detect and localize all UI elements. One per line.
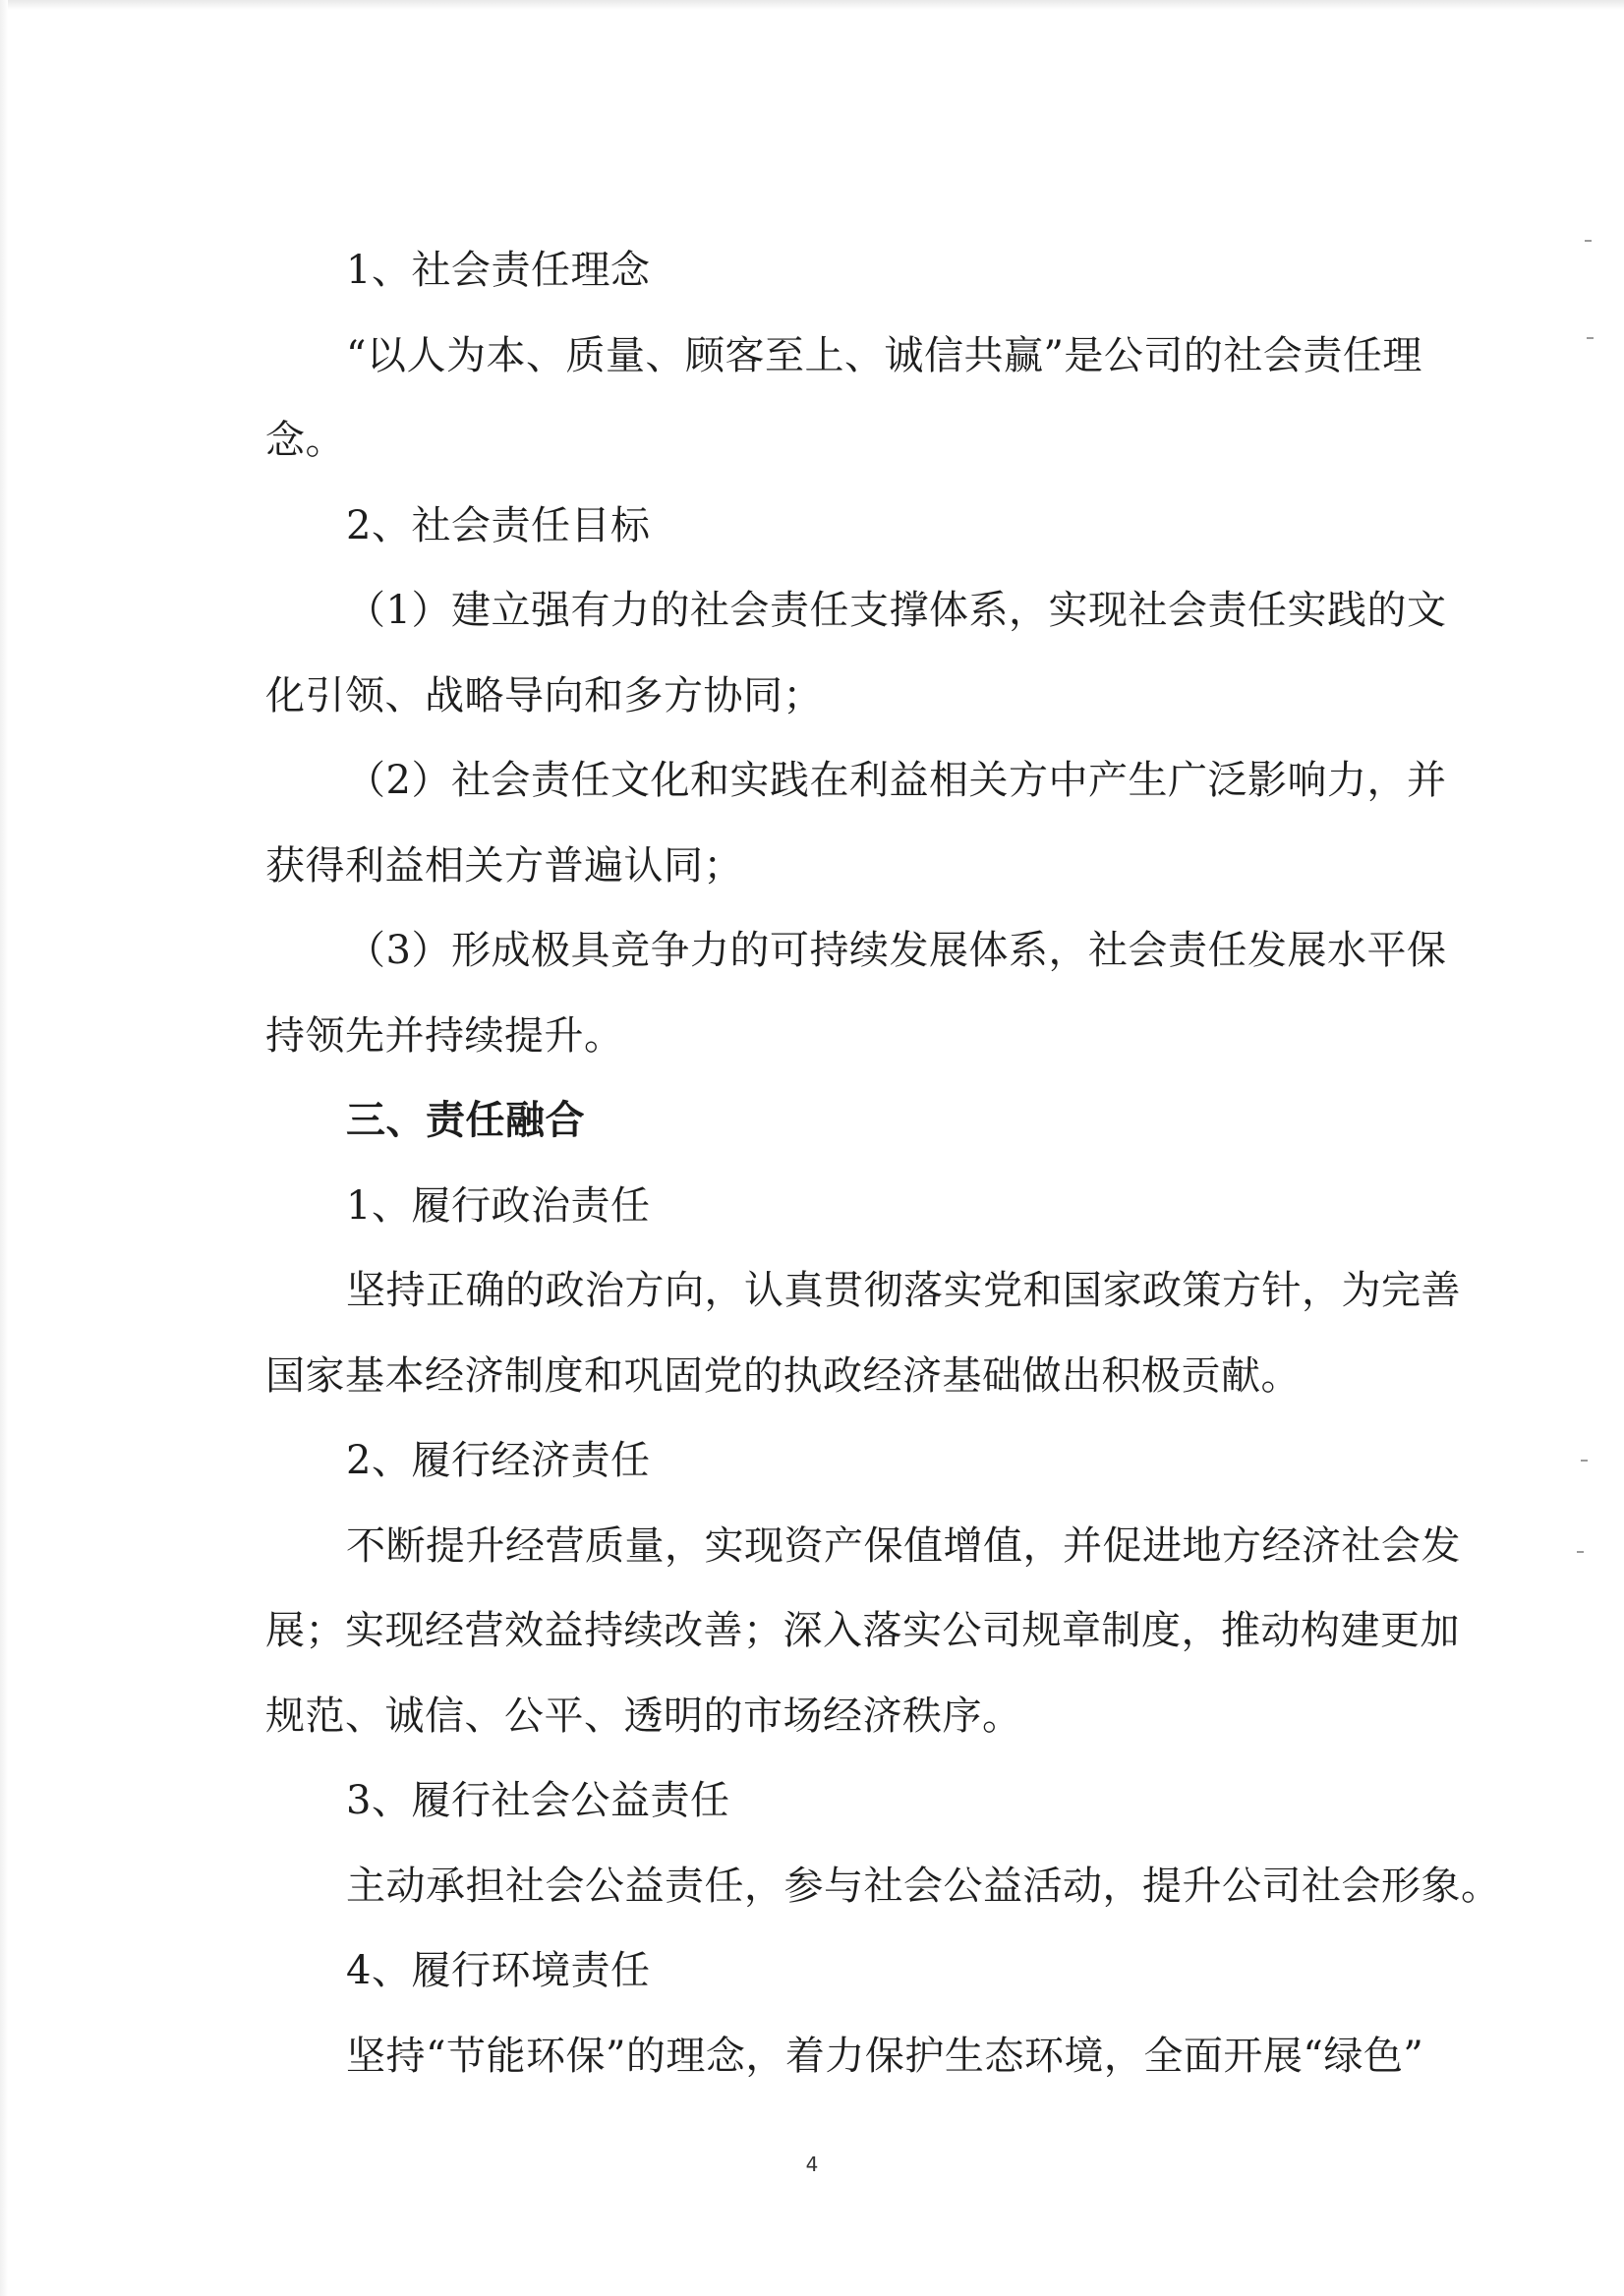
paragraph-line: “以人为本、质量、顾客至上、诚信共赢”是公司的社会责任理: [346, 332, 1422, 378]
paragraph-line: 主动承担社会公益责任，参与社会公益活动，提升公司社会形象。: [346, 1863, 1501, 1909]
scan-speck: [1585, 240, 1592, 242]
paragraph-line: 不断提升经营质量，实现资产保值增值，并促进地方经济社会发: [346, 1522, 1461, 1569]
paragraph-line: 坚持正确的政治方向，认真贯彻落实党和国家政策方针，为完善: [346, 1268, 1461, 1313]
scan-speck: [1587, 337, 1594, 339]
paragraph-line: （1）建立强有力的社会责任支撑体系，实现社会责任实践的文: [346, 588, 1447, 633]
document-body: [265, 228, 1501, 2098]
subheading-political-responsibility: 1、履行政治责任: [346, 1182, 651, 1229]
paragraph-line: 化引领、战略导向和多方协同；: [265, 672, 823, 718]
paragraph-line: （3）形成极具竞争力的可持续发展体系，社会责任发展水平保: [346, 928, 1447, 973]
paragraph-line: （2）社会责任文化和实践在利益相关方中产生广泛影响力，并: [346, 758, 1447, 803]
scan-edge-top: [0, 0, 1624, 10]
paragraph-line: 念。: [265, 418, 345, 463]
scan-speck: [1577, 1551, 1584, 1553]
subheading-responsibility-concept: 1、社会责任理念: [346, 248, 651, 293]
scan-edge-left: [0, 0, 8, 2296]
section-heading-responsibility-integration: 三、责任融合: [346, 1097, 585, 1143]
subheading-environmental-responsibility: 4、履行环境责任: [346, 1948, 651, 1993]
paragraph-line: 持领先并持续提升。: [265, 1012, 624, 1059]
paragraph-line: 规范、诚信、公平、透明的市场经济秩序。: [265, 1693, 1022, 1739]
paragraph-line: 获得利益相关方普遍认同；: [265, 842, 743, 889]
paragraph-line: 坚持“节能环保”的理念，着力保护生态环境，全面开展“绿色”: [346, 2033, 1424, 2079]
scan-speck: [1581, 1460, 1588, 1462]
subheading-economic-responsibility: 2、履行经济责任: [346, 1438, 651, 1483]
subheading-responsibility-goals: 2、社会责任目标: [346, 502, 651, 548]
subheading-public-welfare-responsibility: 3、履行社会公益责任: [346, 1778, 730, 1823]
paragraph-line: 国家基本经济制度和巩固党的执政经济基础做出积极贡献。: [265, 1352, 1301, 1399]
paragraph-line: 展；实现经营效益持续改善；深入落实公司规章制度，推动构建更加: [265, 1608, 1460, 1653]
page-number: 4: [805, 2152, 819, 2176]
